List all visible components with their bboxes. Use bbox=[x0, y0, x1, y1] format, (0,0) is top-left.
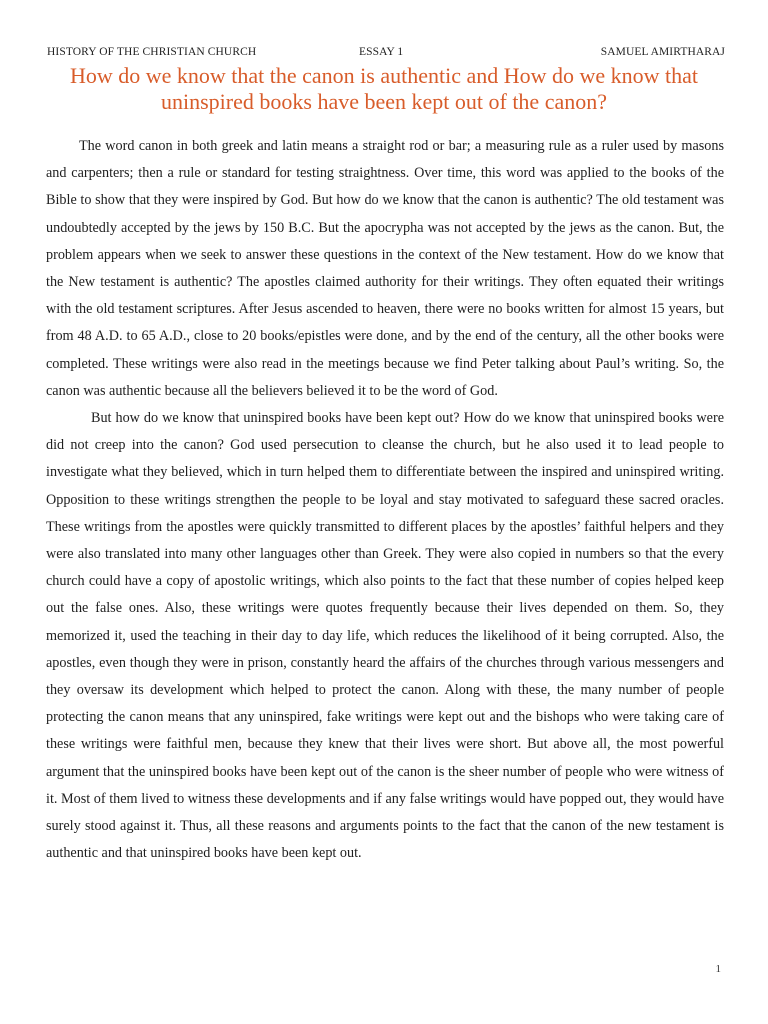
essay-body bbox=[46, 133, 724, 867]
running-header bbox=[47, 46, 725, 62]
page-number: 1 bbox=[715, 963, 721, 975]
paragraph-2: But how do we know that uninspired books have been kept out? How do we know that uninspired books were did not creep into the canon? God used persecution to cleanse the church, but he also used it to lead people to investigate what they believed, which in turn helped them to differentiate between the inspired and uninspired writing. Opposition to these writings strengthen the people to be loyal and stay motivated to safeguard these sacred oracles. These writings from the apostles were quickly transmitted to different places by the apostles’ faithful helpers and they were also translated into many other languages other than Greek. They were also copied in numbers so that the every church could have a copy of apostolic writings, which also points to the fact that these number of copies helped keep out the false ones. Also, these writings were quotes frequently because their lives depended on them. So, they memorized it, used the teaching in their day to day life, which reduces the likelihood of it being corrupted. Also, the apostles, even though they were in prison, constantly heard the affairs of the churches through various messengers and they oversaw its development which helped to protect the canon. Along with these, the many number of people protecting the canon means that any uninspired, fake writings were kept out and the bishops who were taking care of these writings were faithful men, because they knew that their lives were short. But above all, the most powerful argument that the uninspired books have been kept out of the canon is the sheer number of people who were witness of it. Most of them lived to witness these developments and if any false writings would have popped out, they would have surely stood against it. Thus, all these reasons and arguments points to the fact that the canon of the new testament is authentic and that uninspired books have been kept out. bbox=[46, 410, 724, 862]
header-course: HISTORY OF THE CHRISTIAN CHURCH bbox=[47, 46, 257, 58]
header-author: SAMUEL AMIRTHARAJ bbox=[600, 46, 725, 58]
essay-title: How do we know that the canon is authentic and How do we know that uninspired books have been kept out of the canon? bbox=[69, 63, 699, 114]
paragraph-1: The word canon in both greek and latin means a straight rod or bar; a measuring rule as a ruler used by masons and carpenters; then a rule or standard for testing straightness. Over time, this word was applied to the books of the Bible to show that they were inspired by God. But how do we know that the canon is authentic? The old testament was undoubtedly accepted by the jews by 150 B.C. But the apocrypha was not accepted by the jews as the canon. But, the problem appears when we seek to answer these questions in the context of the New testament. How do we know that the New testament is authentic? The apostles claimed authority for their writings. They often equated their writings with the old testament scriptures. After Jesus ascended to heaven, there were no books written for almost 15 years, but from 48 A.D. to 65 A.D., close to 20 books/epistles were done, and by the end of the century, all the other books were completed. These writings were also read in the meetings because we find Peter talking about Paul’s writing. So, the canon was authentic because all the believers believed it to be the word of God. bbox=[46, 138, 724, 399]
header-assignment: ESSAY 1 bbox=[359, 46, 404, 58]
